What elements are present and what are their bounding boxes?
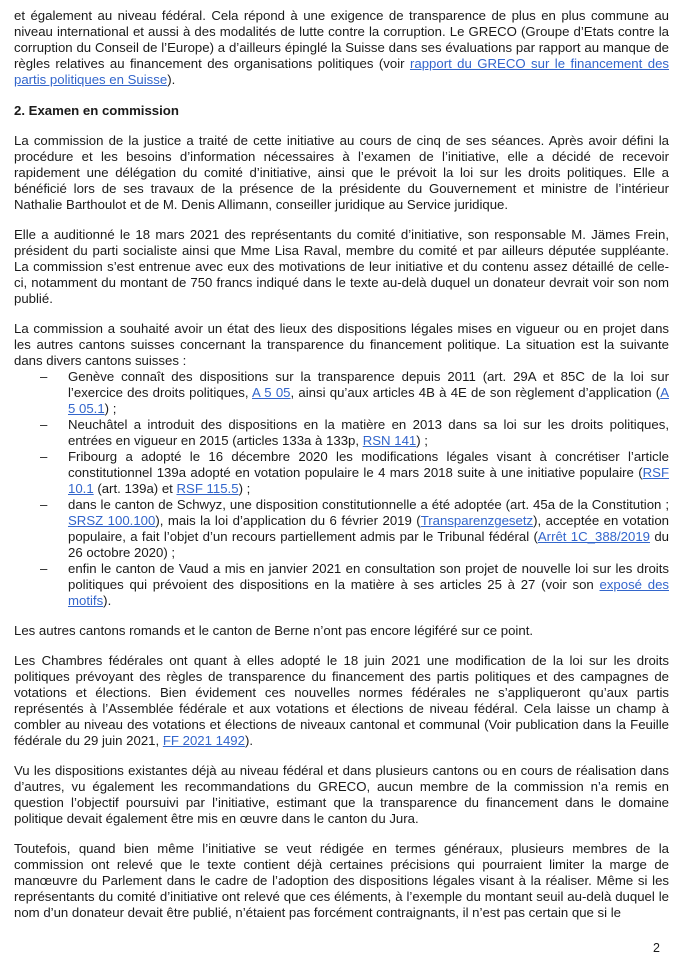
text-run: dans le canton de Schwyz, une disposition constitutionnelle a été adoptée (art. 45a de la Constitution ; bbox=[68, 497, 669, 512]
text-run: Vu les dispositions existantes déjà au niveau fédéral et dans plusieurs cantons ou en cours de réalisation dans d’autres, vu également les recommandations du GRECO, aucun membre de la commission n’a remis en question l’objectif poursuivi par l’initiative, estimant que la transparence du financement dans le domaine politique devait également être mis en œuvre dans le canton du Jura. bbox=[14, 763, 669, 826]
document-paragraph bbox=[14, 623, 669, 639]
list-item-text bbox=[68, 561, 669, 609]
text-run: ) ; bbox=[416, 433, 428, 448]
text-run: Toutefois, quand bien même l’initiative se veut rédigée en termes généraux, plusieurs membres de la commission ont relevé que le texte contient déjà certaines précisions qui pourraient limiter la marge de manœuvre du Parlement dans le cadre de l’adoption des dispositions légales visant à la réaliser. Même si les représentants du comité d’initiative ont relevé que ces éléments, à l’exemple du montant seuil au-delà duquel le nom d’un donateur devait être publié, n’étaient pas forcément contraignants, il n’est pas certain que si le bbox=[14, 841, 669, 920]
text-run: La commission a souhaité avoir un état des lieux des dispositions légales mises en vigueur ou en projet dans les autres cantons suisses concernant la transparence du financement politique. La situation est la suivante dans divers cantons suisses : bbox=[14, 321, 669, 368]
hyperlink[interactable]: exposé des motifs bbox=[68, 577, 669, 608]
hyperlink[interactable]: RSN 141 bbox=[362, 433, 417, 448]
hyperlink[interactable]: Transparenzgesetz bbox=[420, 513, 534, 528]
text-run: Elle a auditionné le 18 mars 2021 des représentants du comité d’initiative, son responsable M. Jämes Frein, président du parti socialiste ainsi que Mme Lisa Raval, membre du comité et par ailleurs députée suppléante. La commission s’est entrenue avec eux des motivations de leur initiative et du contenu assez détaillé de celle-ci, notamment du montant de 750 francs indiqué dans le texte au-delà duquel un donateur devrait voir son nom publié. bbox=[14, 227, 669, 306]
hyperlink[interactable]: A 5 05 bbox=[252, 385, 291, 400]
hyperlink[interactable]: rapport du GRECO sur le financement des partis politiques en Suisse bbox=[14, 56, 669, 87]
list-item bbox=[14, 449, 669, 497]
hyperlink[interactable]: FF 2021 1492 bbox=[162, 733, 245, 748]
text-run: ) ; bbox=[238, 481, 251, 496]
hyperlink[interactable]: A 5 05.1 bbox=[68, 385, 669, 416]
document-paragraph bbox=[14, 321, 669, 369]
list-item bbox=[14, 497, 669, 561]
page-number: 2 bbox=[653, 941, 660, 955]
hyperlink[interactable]: RSF 115.5 bbox=[176, 481, 239, 496]
text-run: et également au niveau fédéral. Cela répond à une exigence de transparence de plus en plus commune au niveau international et aussi à des modalités de lutte contre la corruption. Le GRECO (Groupe d’Etats contre la corruption du Conseil de l’Europe) a d’ailleurs épinglé la Suisse dans ses évaluations par rapport au manque de règles relatives au financement des organisations politiques (voir bbox=[14, 8, 669, 71]
list-item bbox=[14, 417, 669, 449]
hyperlink[interactable]: RSF 10.1 bbox=[68, 465, 669, 496]
list-item-text bbox=[68, 369, 669, 417]
text-run: , ainsi qu’aux articles 4B à 4E de son règlement d’application ( bbox=[290, 385, 661, 400]
text-run: ), mais la loi d’application du 6 février 2019 ( bbox=[155, 513, 421, 528]
hyperlink[interactable]: SRSZ 100.100 bbox=[68, 513, 156, 528]
text-run: ). bbox=[103, 593, 112, 608]
list-item bbox=[14, 561, 669, 609]
document-paragraph bbox=[14, 8, 669, 88]
text-run: Les Chambres fédérales ont quant à elles adopté le 18 juin 2021 une modification de la loi sur les droits politiques prévoyant des règles de transparence du financement des partis politiques et des campagnes de votations et élections. Bien évidement ces nouvelles normes fédérales ne s’appliqueront qu’aux partis représentés à l’Assemblée fédérale et aux votations et élections de niveau fédéral. Cela laisse un champ à combler au niveau des votations et élections de niveaux cantonal et communal (Voir publication dans la Feuille fédérale du 29 juin 2021, bbox=[14, 653, 669, 748]
text-run: Fribourg a adopté le 16 décembre 2020 les modifications légales visant à concrétiser l’article constitutionnel 139a adopté en votation populaire le 4 mars 2018 suite à une initiative populaire ( bbox=[68, 449, 669, 480]
document-paragraph bbox=[14, 133, 669, 213]
document-paragraph bbox=[14, 653, 669, 749]
text-run: ), acceptée en votation populaire, a fait l’objet d’un recours partiellement admis par le Tribunal fédéral ( bbox=[68, 513, 669, 544]
text-run: ). bbox=[167, 72, 176, 87]
document-paragraph bbox=[14, 763, 669, 827]
text-run: Neuchâtel a introduit des dispositions en la matière en 2013 dans sa loi sur les droits politiques, entrées en vigueur en 2015 (articles 133a à 133p, bbox=[68, 417, 669, 448]
document-paragraph bbox=[14, 841, 669, 921]
bullet-dash-icon: – bbox=[40, 369, 48, 384]
list-item-text bbox=[68, 449, 669, 497]
list-item-text bbox=[68, 497, 669, 561]
hyperlink[interactable]: Arrêt 1C_388/2019 bbox=[537, 529, 650, 544]
bullet-dash-icon: – bbox=[40, 561, 48, 576]
text-run: du 26 octobre 2020) ; bbox=[68, 529, 669, 560]
document-paragraph bbox=[14, 227, 669, 307]
text-run: La commission de la justice a traité de cette initiative au cours de cinq de ses séances. Après avoir défini la procédure et les besoins d’information nécessaires à l’examen de l’initiative, elle a décidé de recevoir rapidement une délégation du comité d’initiative, ainsi que le prévoit la loi sur les droits politiques. Elle a bénéficié lors de ses travaux de la présence de la présidente du Gouvernement et ministre de l’intérieur Nathalie Barthoulot et de M. Denis Allimann, conseiller juridique au Service juridique. bbox=[14, 133, 669, 212]
text-run: 2. Examen en commission bbox=[14, 103, 179, 118]
list-item-text bbox=[68, 417, 669, 449]
text-run: enfin le canton de Vaud a mis en janvier 2021 en consultation son projet de nouvelle loi sur les droits politiques qui prévoient des dispositions en la matière à ses articles 25 à 27 (voir son bbox=[68, 561, 669, 592]
bullet-dash-icon: – bbox=[40, 449, 48, 464]
bullet-dash-icon: – bbox=[40, 417, 48, 432]
text-run: ) ; bbox=[104, 401, 117, 416]
section-heading bbox=[14, 103, 669, 119]
text-run: (art. 139a) et bbox=[93, 481, 177, 496]
bullet-list bbox=[14, 369, 669, 609]
text-run: ). bbox=[244, 733, 254, 748]
list-item bbox=[14, 369, 669, 417]
document-body bbox=[14, 8, 669, 921]
text-run: Genève connaît des dispositions sur la transparence depuis 2011 (art. 29A et 85C de la loi sur l’exercice des droits politiques, bbox=[68, 369, 669, 400]
bullet-dash-icon: – bbox=[40, 497, 48, 512]
text-run: Les autres cantons romands et le canton de Berne n’ont pas encore légiféré sur ce point. bbox=[14, 623, 534, 638]
